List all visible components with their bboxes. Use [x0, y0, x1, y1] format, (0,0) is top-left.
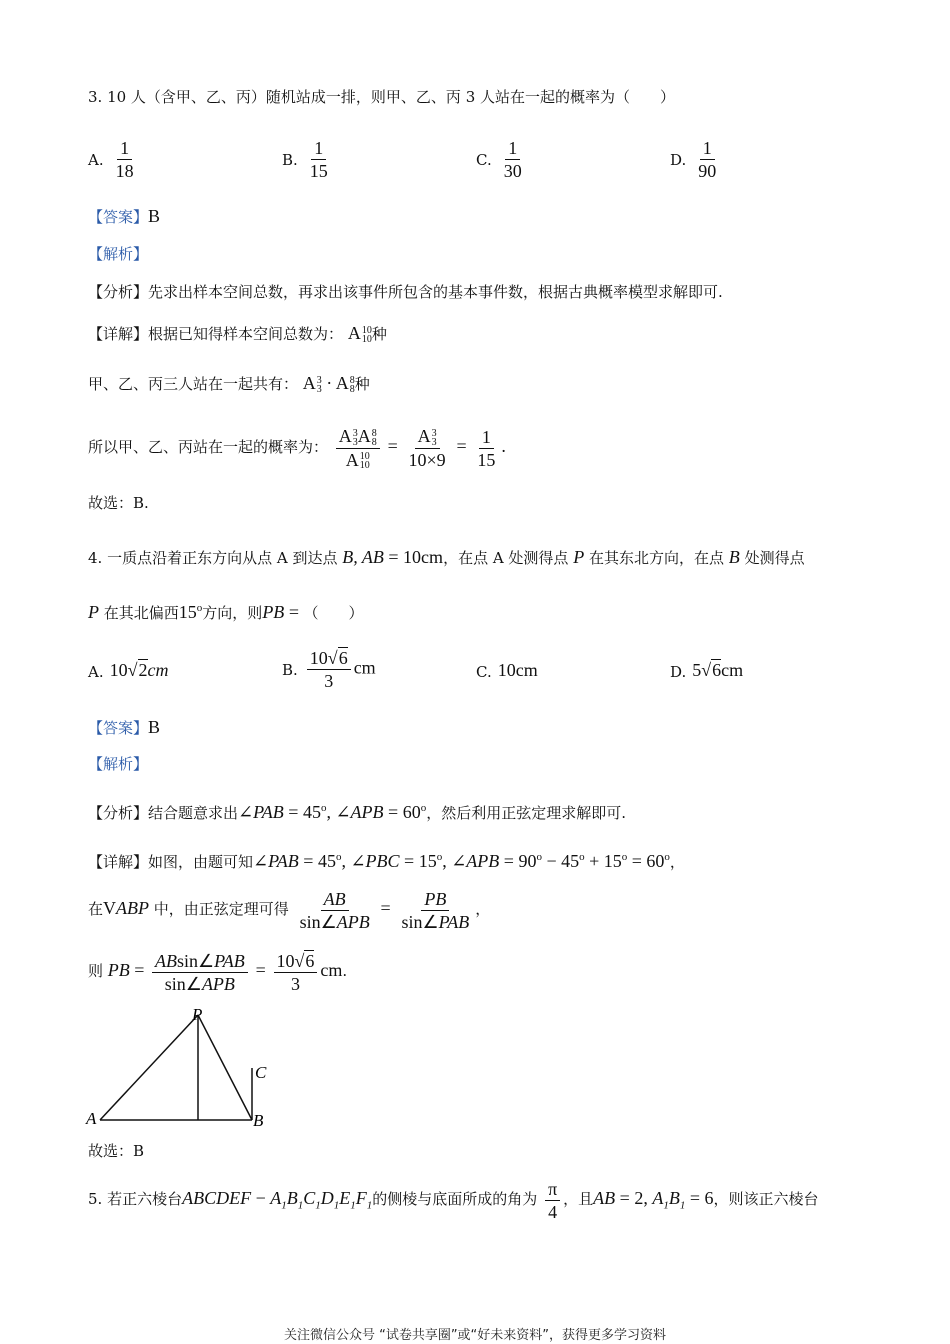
segment-ap	[100, 1015, 198, 1120]
q4-detail-1: 【详解】如图，由题可知∠PAB = $45^o$, ∠PBC = $15^o$, ∠APB = $90^o - 45^o + 15^o = 60^o$，	[88, 851, 685, 871]
q3-option-c: C. $\frac{1}{30}$	[476, 138, 522, 181]
label-a: A	[86, 1109, 97, 1128]
q3-fenxi: 【分析】先求出样本空间总数，再求出该事件所包含的基本事件数，根据古典概率模型求解即可.	[88, 283, 723, 301]
q3-option-a: A. $\frac{1}{18}$	[88, 138, 134, 181]
q3-answer: 【答案】B	[88, 206, 161, 226]
label-c: C	[255, 1063, 267, 1082]
q4-option-c: C. 10cm	[476, 660, 538, 681]
triangle-figure	[84, 1004, 284, 1134]
q3-detail-1: 【详解】根据已知得样本空间总数为： A 10 10 种	[88, 323, 387, 345]
label-p: P	[192, 1005, 203, 1024]
q3-option-b: B. $\frac{1}{15}$	[282, 138, 328, 181]
label-b: B	[253, 1111, 264, 1130]
q4-analysis-tag: 【解析】	[88, 755, 149, 773]
q3-conclusion: 故选：B.	[88, 494, 149, 512]
q4-stem-2: P 在其北偏西15$^o$方向，则PB = （ ）	[88, 602, 364, 622]
q5-stem: 5. 若正六棱台ABCDEF − $A_1B_1C_1D_1E_1F_1$的侧棱与底面所成的角为 $\frac{\pi}{4}$ ，且AB = 2, $A_1B_1 = 6$，则该正六棱台	[88, 1178, 819, 1222]
segment-pb	[198, 1015, 252, 1120]
q4-conclusion: 故选：B	[88, 1142, 145, 1160]
q4-fenxi: 【分析】结合题意求出∠PAB = $45^o$, ∠APB = $60^o$，然后利用正弦定理求解即可.	[88, 802, 626, 822]
q4-answer: 【答案】B	[88, 717, 161, 737]
q4-detail-3: 则 PB = $\frac{\text{ABsin∠PAB}}{\text{sin∠APB}}$ = $\frac{10√6}{3}$ cm.	[88, 950, 348, 994]
q4-option-d: D. 5√6cm	[670, 660, 744, 681]
q3-detail-2: 甲、乙、丙三人站在一起共有： A 3 3 · A 8 8 种	[88, 373, 370, 395]
q3-detail-3: 所以甲、乙、丙站在一起的概率为： A 3 3 A 8 8 A 10 10 = A 3 3 10×9 = $\frac{1}{15}$ .	[88, 425, 506, 472]
q4-option-b: B. $\frac{10√6}{3}$ cm	[282, 648, 376, 691]
q4-stem-1: 4. 一质点沿着正东方向从点 A 到达点 B, AB = 10cm，在点 A 处测得点 P 在其东北方向，在点 B 处测得点	[88, 547, 805, 567]
q4-detail-2: 在VABP 中，由正弦定理可得 $\frac{AB}{\text{sin∠APB}}$ = $\frac{PB}{\text{sin∠PAB}}$ ，	[88, 888, 491, 932]
q4-option-a: A. 10√2cm	[88, 660, 169, 681]
q3-stem: 3. 10 人（含甲、乙、丙）随机站成一排，则甲、乙、丙 3 人站在一起的概率为（ ）	[88, 88, 676, 106]
page-footer: 关注微信公众号 “试卷共享圈”或“好未来资料”，获得更多学习资料	[283, 1328, 667, 1343]
q3-analysis-tag: 【解析】	[88, 245, 149, 263]
q3-option-d: D. $\frac{1}{90}$	[670, 138, 717, 181]
